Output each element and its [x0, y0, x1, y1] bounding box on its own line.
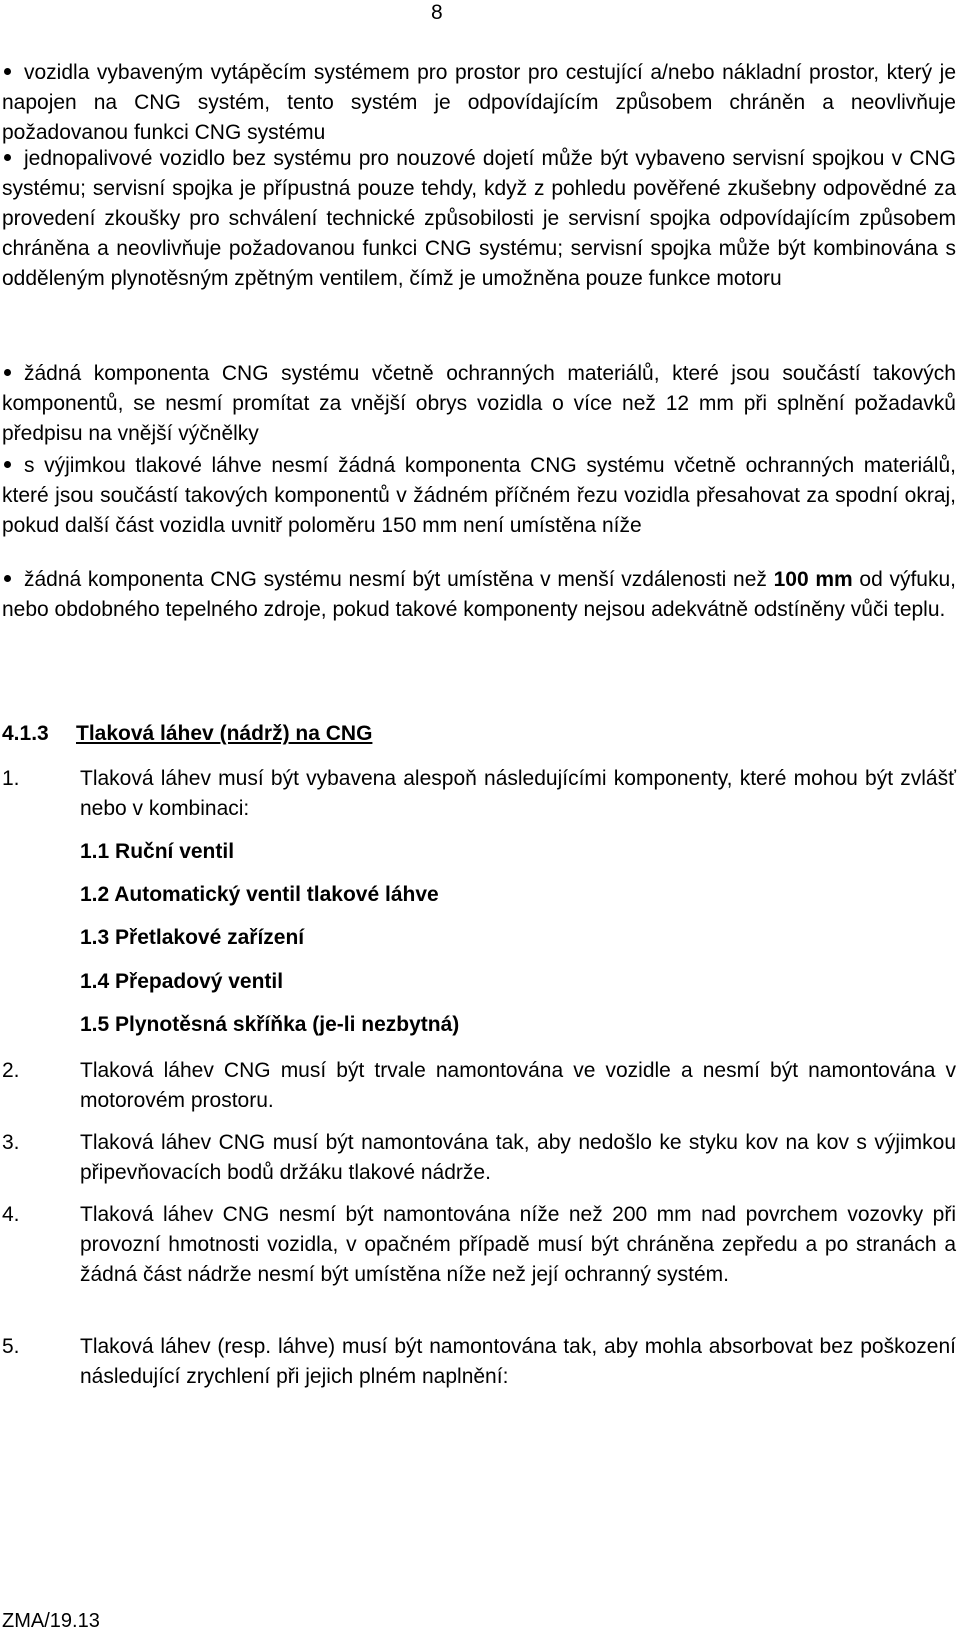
- bullet-item: [2, 144, 956, 294]
- numbered-item: [2, 764, 956, 824]
- sub-item: 1.1 Ruční ventil: [80, 840, 235, 863]
- bullet-bold-value: 100 mm: [773, 568, 853, 591]
- item-number: 3.: [2, 1131, 20, 1154]
- section-heading: [2, 719, 372, 749]
- item-text: Tlaková láhev musí být vybavena alespoň následujícími komponenty, které mohou být zvlášť nebo v kombinaci:: [80, 767, 956, 820]
- bullet-icon: [4, 461, 11, 468]
- sub-item: 1.4 Přepadový ventil: [80, 970, 284, 993]
- numbered-item: [2, 1332, 956, 1392]
- item-number: 1.: [2, 767, 20, 790]
- item-number: 2.: [2, 1059, 20, 1082]
- bullet-icon: [4, 575, 11, 582]
- bullet-text: jednopalivové vozidlo bez systému pro nouzové dojetí může být vybaveno servisní spojkou v CNG systému; servisní spojka je přípustná pouze tehdy, když z pohledu pověřené zkušebny odpovědné za provedení zkoušky pro schválení technické způsobilosti je servisní spojka odpovídajícím způsobem chráněna a neovlivňuje požadovanou funkci CNG systému; servisní spojka může být kombinována s odděleným plynotěsným zpětným ventilem, čímž je umožněna pouze funkce motoru: [2, 147, 956, 290]
- bullet-item: [2, 451, 956, 541]
- numbered-item: [2, 1200, 956, 1290]
- section-title: Tlaková láhev (nádrž) na CNG: [76, 722, 373, 745]
- item-text: Tlaková láhev CNG nesmí být namontována níže než 200 mm nad povrchem vozovky při provozní hmotnosti vozidla, v opačném případě musí být chráněna zepředu a po stranách a žádná část nádrže nesmí být umístěna níže než její ochranný systém.: [80, 1203, 956, 1286]
- item-text: Tlaková láhev CNG musí být namontována tak, aby nedošlo ke styku kov na kov s výjimkou připevňovacích bodů držáku tlakové nádrže.: [80, 1131, 956, 1184]
- numbered-item: [2, 1056, 956, 1116]
- bullet-icon: [4, 68, 11, 75]
- sub-item: 1.3 Přetlakové zařízení: [80, 926, 305, 949]
- item-number: 5.: [2, 1335, 20, 1358]
- item-number: 4.: [2, 1203, 20, 1226]
- bullet-text: od výfuku, nebo obdobného tepelného zdroje, pokud takové komponenty nejsou adekvátně odstíněny vůči teplu.: [2, 568, 957, 621]
- bullet-icon: [4, 154, 11, 161]
- item-text: Tlaková láhev (resp. láhve) musí být namontována tak, aby mohla absorbovat bez poškození následující zrychlení při jejich plném naplnění:: [80, 1335, 956, 1388]
- bullet-text: s výjimkou tlakové láhve nesmí žádná komponenta CNG systému včetně ochranných materiálů, které jsou součástí takových komponentů v žádném příčném řezu vozidla přesahovat za spodní okraj, pokud další část vozidla uvnitř poloměru 150 mm není umístěna níže: [2, 454, 956, 537]
- bullet-text: vozidla vybaveným vytápěcím systémem pro prostor pro cestující a/nebo nákladní prostor, který je napojen na CNG systém, tento systém je odpovídajícím způsobem chráněn a neovlivňuje požadovanou funkci CNG systému: [2, 61, 956, 144]
- sub-item: 1.5 Plynotěsná skříňka (je-li nezbytná): [80, 1013, 460, 1036]
- bullet-text: žádná komponenta CNG systému včetně ochranných materiálů, které jsou součástí takových komponentů, se nesmí promítat za vnější obrys vozidla o více než 12 mm při splnění požadavků předpisu na vnější výčnělky: [2, 362, 956, 445]
- section-number: 4.1.3: [2, 722, 49, 745]
- bullet-item: [2, 565, 956, 625]
- footer-code: ZMA/19.13: [2, 1610, 100, 1632]
- bullet-item: [2, 58, 956, 148]
- item-text: Tlaková láhev CNG musí být trvale namontována ve vozidle a nesmí být namontována v motorovém prostoru.: [80, 1059, 956, 1112]
- numbered-item: [2, 1128, 956, 1188]
- page-number: 8: [431, 1, 443, 24]
- sub-item: 1.2 Automatický ventil tlakové láhve: [80, 883, 439, 906]
- bullet-text: žádná komponenta CNG systému nesmí být umístěna v menší vzdálenosti než: [24, 568, 774, 591]
- bullet-icon: [4, 369, 11, 376]
- bullet-item: [2, 359, 956, 449]
